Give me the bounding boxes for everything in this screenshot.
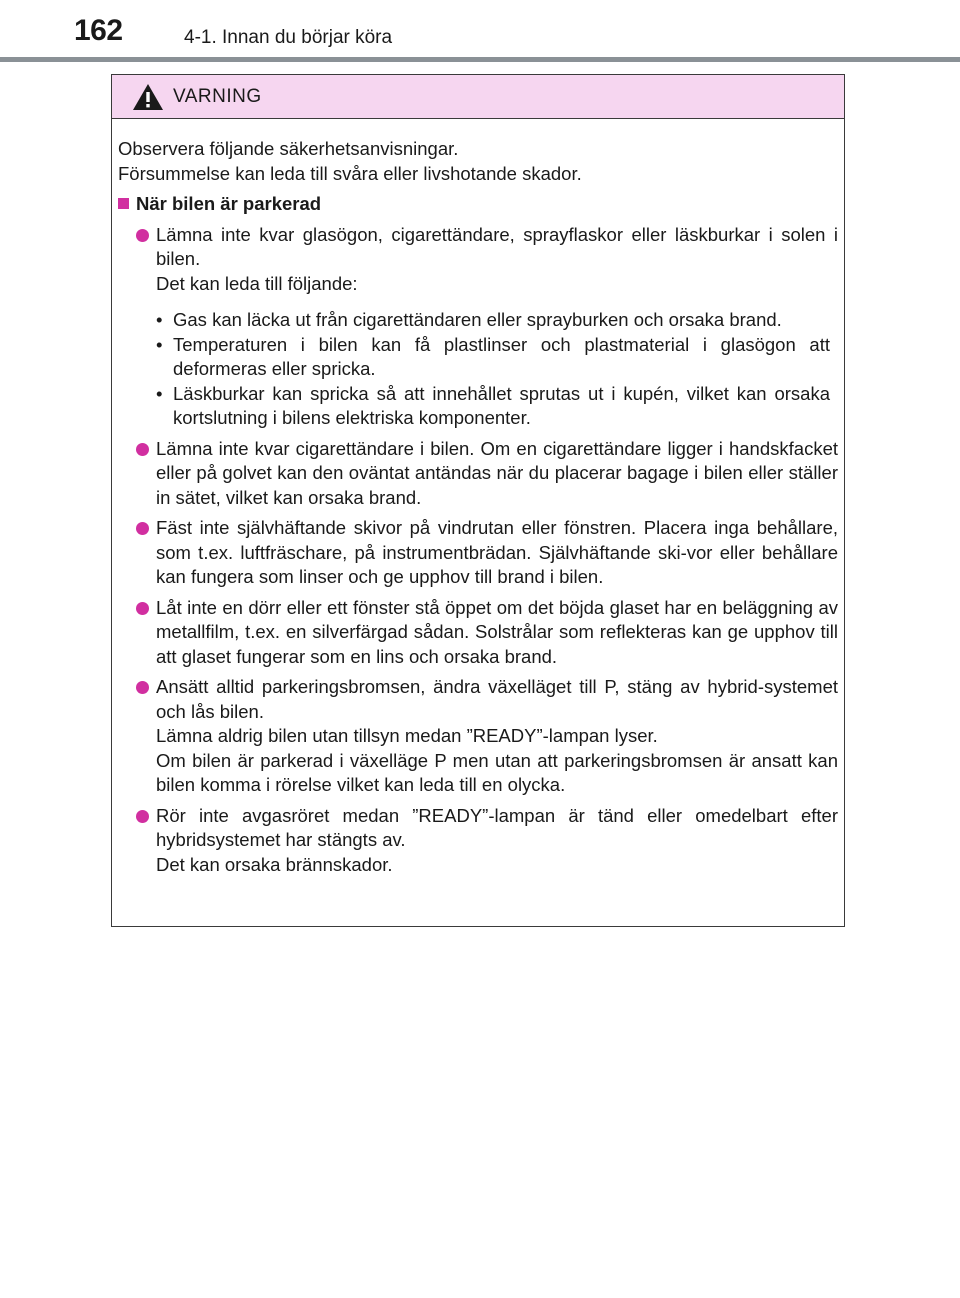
item-text: Lämna aldrig bilen utan tillsyn medan ”READY”-lampan lyser.: [156, 725, 658, 746]
list-item: [118, 437, 838, 511]
item-text: Det kan orsaka brännskador.: [156, 853, 393, 875]
dot-mark-icon: •: [156, 382, 163, 404]
item-text: Om bilen är parkerad i växelläge P men utan att parkeringsbromsen är ansatt kan bilen komma i rörelse vilket kan leda till en olycka.: [156, 749, 838, 795]
warning-header: [112, 75, 844, 119]
circle-bullet-icon: [136, 602, 149, 615]
section-title: 4-1. Innan du börjar köra: [184, 27, 393, 48]
page-header: [0, 0, 960, 62]
intro-line: Försummelse kan leda till svåra eller livshotande skador.: [118, 162, 582, 184]
circle-bullet-icon: [136, 810, 149, 823]
list-item: [118, 675, 838, 798]
header-rule: [0, 57, 960, 62]
warning-title: VARNING: [173, 86, 262, 107]
sub-list-item: [156, 308, 830, 333]
item-text: Fäst inte självhäftande skivor på vindrutan eller fönstren. Placera inga behållare, som t.ex. luftfräschare, på instrumentbrädan. Självhäftande ski-vor eller behållare kan fungera som linser och ge upphov till brand i bilen.: [156, 517, 838, 587]
list-item: [118, 596, 838, 670]
square-bullet-icon: [118, 198, 129, 209]
item-text: Lämna inte kvar glasögon, cigarettändare, sprayflaskor eller läskburkar i solen i bilen.: [156, 223, 838, 269]
warning-box: [111, 74, 845, 927]
dot-mark-icon: •: [156, 309, 163, 330]
warning-content: [112, 119, 844, 877]
dot-mark-icon: •: [156, 333, 163, 355]
circle-bullet-icon: [136, 229, 149, 242]
item-text: Det kan leda till följande:: [156, 272, 358, 294]
intro-line: Observera följande säkerhetsanvisningar.: [118, 138, 459, 159]
subheading-text: När bilen är parkerad: [136, 193, 322, 214]
item-text: Lämna inte kvar cigarettändare i bilen. Om en cigarettändare ligger i handskfacket eller på golvet kan den oväntat antändas när du placerar bagage i bilen eller ställer in sätet, vilket kan orsaka brand.: [156, 437, 838, 508]
list-item: [118, 804, 838, 878]
sub-list-item: [156, 333, 830, 382]
circle-bullet-icon: [136, 681, 149, 694]
list-item: [118, 223, 838, 431]
item-text: Låt inte en dörr eller ett fönster stå öppet om det böjda glaset har en beläggning av metallfilm, t.ex. en silverfärgad sådan. Solstrålar som reflekteras kan ge upphov till att glaset fungerar som en lins och orsaka brand.: [156, 596, 838, 667]
item-text: Rör inte avgasröret medan ”READY”-lampan är tänd eller omedelbart efter hybridsystemet har stängts av.: [156, 804, 838, 850]
circle-bullet-icon: [136, 522, 149, 535]
item-text: Ansätt alltid parkeringsbromsen, ändra växelläget till P, stäng av hybrid-systemet och lås bilen.: [156, 676, 838, 722]
page-number: 162: [74, 14, 123, 47]
sub-list: [156, 308, 838, 431]
sub-item-text: Temperaturen i bilen kan få plastlinser och plastmaterial i glasögon att deformeras eller spricka.: [173, 333, 830, 379]
sub-list-item: [156, 382, 830, 431]
subheading: [118, 192, 838, 217]
circle-bullet-icon: [136, 443, 149, 456]
sub-item-text: Gas kan läcka ut från cigarettändaren eller sprayburken och orsaka brand.: [173, 309, 782, 330]
warning-triangle-icon: [132, 83, 164, 111]
sub-item-text: Läskburkar kan spricka så att innehållet sprutas ut i kupén, vilket kan orsaka kortslutning i bilens elektriska komponenter.: [173, 382, 830, 428]
list-item: [118, 516, 838, 590]
